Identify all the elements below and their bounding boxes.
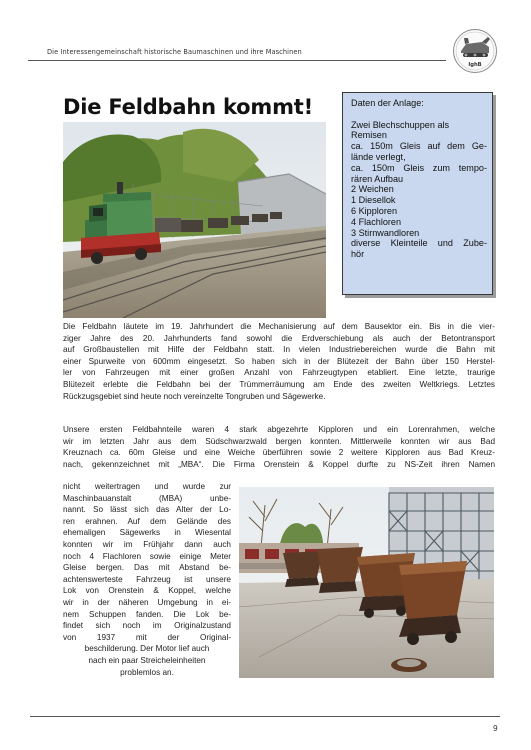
tipper-wagons-photo bbox=[239, 487, 494, 678]
text-line: nem Schuppen fanden. Die Lok be- bbox=[63, 609, 231, 619]
text-line: achtenswerteste Fahrzeug ist unsere bbox=[63, 574, 231, 584]
text-line: findet sich noch im Originalzustand bbox=[63, 621, 231, 631]
text-line: einer Spurweite von 600mm eingesetzt. So haben sich in der Blütezeit der Bahn über 150 Herstel- bbox=[63, 356, 495, 366]
text-line: auf Großbaustellen mit Hilfe der Feldbahn statt. In vielen Industriebereichen wurde die Bahn mit bbox=[63, 345, 495, 355]
text-line: problemlos an. bbox=[120, 667, 174, 677]
databox-line: 2 Weichen bbox=[351, 184, 394, 195]
databox-line: 1 Diesellok bbox=[351, 195, 396, 206]
text-line: Maschinbauanstalt (MBA) unbe- bbox=[63, 493, 231, 503]
text-line: ehemaligen Sägewerks in Wiesental bbox=[63, 528, 231, 538]
header-org-text: Die Interessengemeinschaft historische Baumaschinen und ihre Maschinen bbox=[47, 48, 302, 56]
databox-line: Remisen bbox=[351, 130, 387, 141]
text-line: wir in der näheren Umgebung in ei- bbox=[63, 597, 231, 607]
databox-line: Zwei Blechschuppen als bbox=[351, 119, 450, 130]
text-line: nach, gekennzeichnet mit „MBA“. Die Firma Orenstein & Koppel durfte zu NS-Zeit ihren Namen bbox=[63, 459, 495, 469]
text-line: ren erahnen. Auf dem Gelände des bbox=[63, 516, 231, 526]
text-line: Unsere ersten Feldbahnteile waren 4 stark abgezehrte Kipploren und ein Lorenrahmen, welche bbox=[63, 425, 495, 434]
text-line: Die Feldbahn läutete im 19. Jahrhundert die Mechanisierung auf dem Bausektor ein. Bis in die vier- bbox=[63, 322, 495, 331]
paragraph-history bbox=[63, 321, 495, 402]
text-line: konnten wir im Frühjahr dann auch bbox=[63, 539, 231, 549]
header-rule bbox=[28, 60, 446, 61]
text-line: ziger Jahre des 20. Jahrhunderts fand sowohl die Erdverschiebung als auch der Betontransport bbox=[63, 333, 495, 343]
feldbahn-locomotive-photo bbox=[63, 122, 326, 318]
logo-text: IghB bbox=[468, 62, 482, 68]
databox-heading: Daten der Anlage: bbox=[351, 98, 424, 108]
text-line: beschilderung. Der Motor lief auch bbox=[84, 644, 210, 654]
databox-line: 6 Kipploren bbox=[351, 205, 398, 216]
text-line: Lok von Orenstein & Koppel, welche bbox=[63, 586, 231, 596]
text-line: Rückzugsgebiet sind heute noch vereinzelte Tongruben und Sägewerke. bbox=[63, 391, 326, 401]
facility-data-box bbox=[342, 92, 493, 295]
paragraph-locomotive bbox=[63, 481, 231, 678]
text-line: noch 4 Flachloren sowie einige Meter bbox=[63, 551, 231, 561]
databox-line: ca. 150m Gleis zum tempo- bbox=[351, 162, 487, 173]
databox-line: ca. 150m Gleis auf dem Ge- bbox=[351, 141, 487, 152]
text-line: Blütezeit erlebte die Feldbahn bei der Trümmerräumung am Ende des zweiten Weltkriegs. Letztes bbox=[63, 379, 495, 389]
text-line: Kreuznach ca. 60m Gleise und eine Weiche überführen sowie 2 weitere Kipploren aus Bad Kreuz- bbox=[63, 448, 495, 458]
databox-line: 3 Stirnwandloren bbox=[351, 227, 420, 238]
databox-line: 4 Flachloren bbox=[351, 216, 402, 227]
databox-line: diverse Kleinteile und Zube- bbox=[351, 238, 487, 249]
paragraph-collection bbox=[63, 424, 495, 470]
footer-rule bbox=[30, 716, 500, 717]
text-line: von 1937 mit der Original- bbox=[63, 632, 231, 642]
ighb-logo-icon bbox=[452, 28, 498, 74]
text-line: nannt. So lässt sich das Alter der Lo- bbox=[63, 505, 231, 515]
databox-line: rären Aufbau bbox=[351, 173, 404, 184]
text-line: nicht weitertragen und wurde zur bbox=[63, 482, 231, 491]
page-number: 9 bbox=[493, 724, 498, 733]
text-line: wir im letzten Jahr aus dem Südschwarzwald bergen konnten. Mittlerweile konnten wir aus Bad bbox=[63, 436, 495, 446]
article-title: Die Feldbahn kommt! bbox=[63, 95, 313, 119]
text-line: ler von Fahrzeugen mit einer großen Anzahl von Fahrzeugtypen etabliert. Eine letzte, traurige bbox=[63, 368, 495, 378]
text-line: nach ein paar Streicheleinheiten bbox=[88, 655, 206, 665]
text-line: Gleise bergen. Das mit Abstand be- bbox=[63, 563, 231, 573]
databox-line: hör bbox=[351, 249, 365, 260]
databox-line: lände verlegt, bbox=[351, 151, 406, 162]
